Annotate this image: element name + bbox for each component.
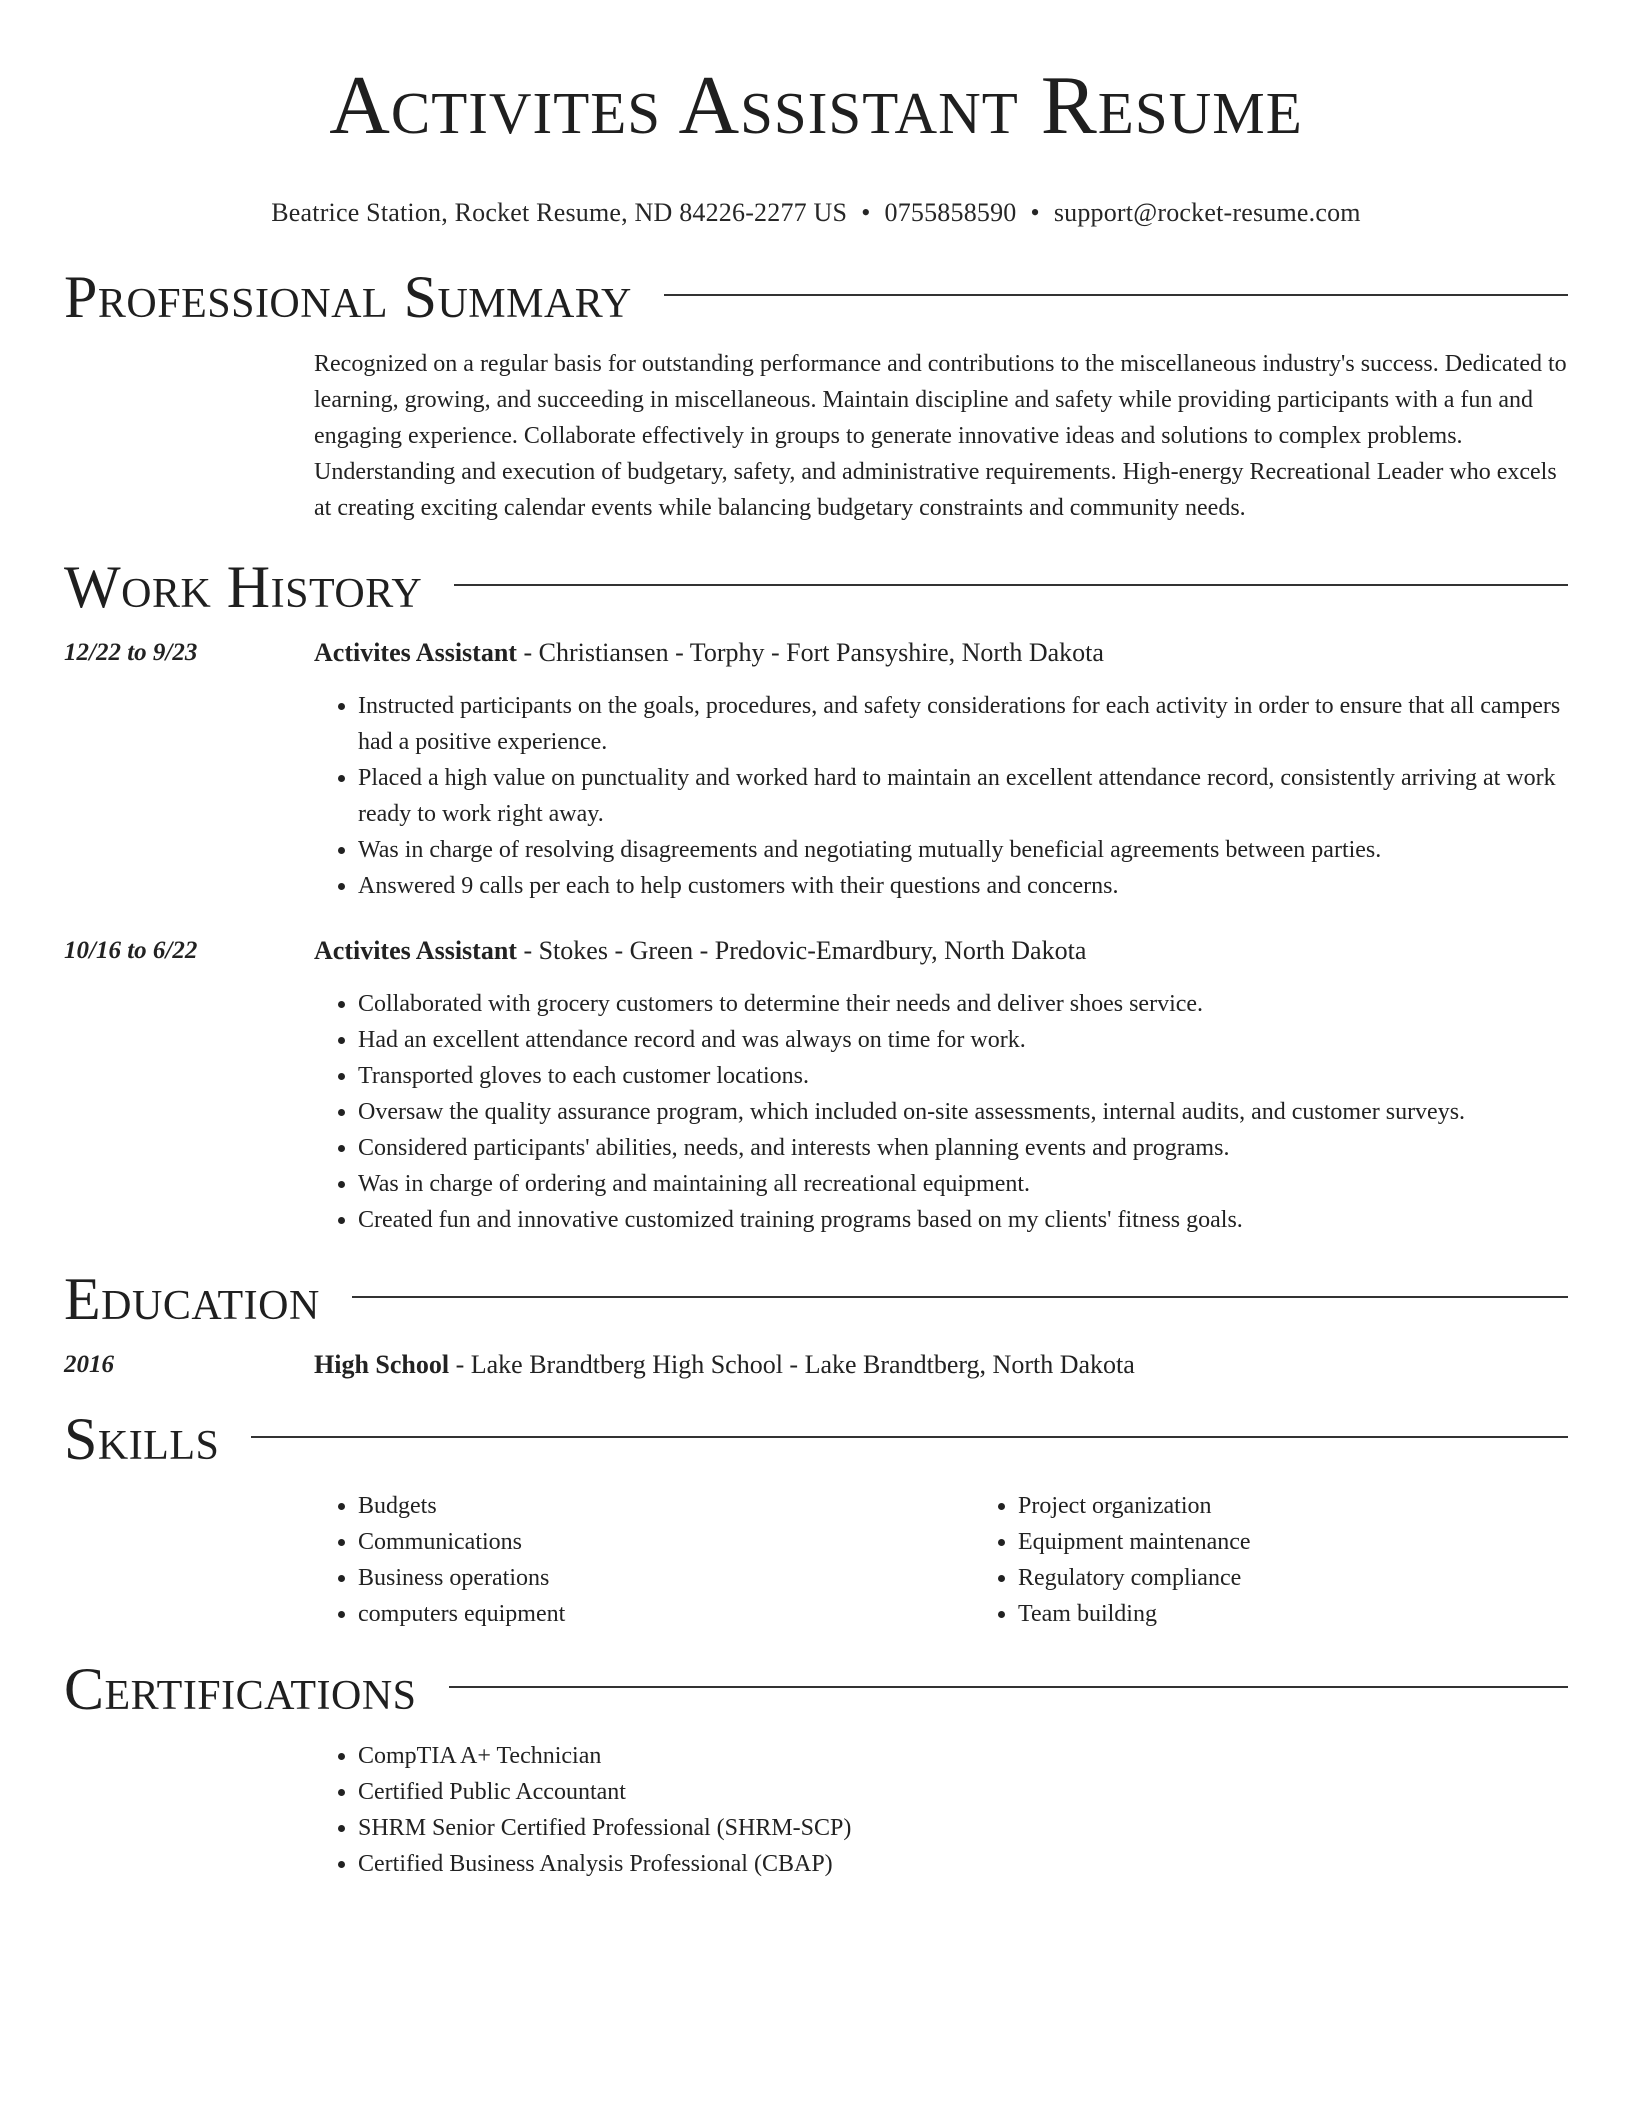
list-item: • Was in charge of resolving disagreements and negotiating mutually beneficial agreements between parties.	[358, 832, 1568, 868]
contact-address: Beatrice Station, Rocket Resume, ND 84226-2277 US	[271, 198, 848, 227]
skill-item: • Budgets	[358, 1488, 974, 1524]
list-item: • Had an excellent attendance record and was always on time for work.	[358, 1022, 1568, 1058]
certification-item: • SHRM Senior Certified Professional (SHRM-SCP)	[358, 1810, 1568, 1846]
job-heading	[314, 636, 1568, 670]
certifications-section-header	[64, 1654, 1568, 1724]
resume-title: Activites Assistant Resume	[329, 59, 1303, 152]
education-section-header	[64, 1264, 1568, 1334]
skill-item: • Team building	[1018, 1596, 1632, 1632]
section-divider	[454, 584, 1568, 586]
section-divider	[664, 294, 1568, 296]
job-content	[314, 636, 1568, 904]
section-divider	[449, 1686, 1568, 1688]
skills-columns	[314, 1488, 1632, 1632]
list-item: • Was in charge of ordering and maintaining all recreational equipment.	[358, 1166, 1568, 1202]
education-content	[314, 1348, 1568, 1382]
skills-list-left	[314, 1488, 974, 1632]
certification-item: • Certified Public Accountant	[358, 1774, 1568, 1810]
contact-line	[64, 196, 1568, 230]
job-bullets	[314, 688, 1568, 904]
skills-list-right	[974, 1488, 1632, 1632]
education-heading-line	[314, 1348, 1568, 1382]
education-degree: High School	[314, 1350, 450, 1379]
contact-email: support@rocket-resume.com	[1053, 198, 1361, 227]
job-employer: - Stokes - Green - Predovic-Emardbury, North Dakota	[516, 936, 1087, 965]
list-item: • Oversaw the quality assurance program, which included on-site assessments, internal audits, and customer surveys.	[358, 1094, 1568, 1130]
job-heading	[314, 934, 1568, 968]
skill-item: • Equipment maintenance	[1018, 1524, 1632, 1560]
job-dates: 10/16 to 6/22	[64, 937, 198, 964]
skills-row	[64, 1488, 1568, 1632]
skill-item: • Project organization	[1018, 1488, 1632, 1524]
list-item: • Instructed participants on the goals, procedures, and safety considerations for each activity in order to ensure that all campers had a positive experience.	[358, 688, 1568, 760]
certification-item: • CompTIA A+ Technician	[358, 1738, 1568, 1774]
job-title: Activites Assistant	[314, 638, 517, 667]
list-item: • Collaborated with grocery customers to determine their needs and deliver shoes service.	[358, 986, 1568, 1022]
skills-spacer	[64, 1488, 314, 1632]
education-year: 2016	[64, 1351, 114, 1378]
list-item: • Created fun and innovative customized training programs based on my clients' fitness goals.	[358, 1202, 1568, 1238]
certification-item: • Certified Business Analysis Professional (CBAP)	[358, 1846, 1568, 1882]
work-heading: Work History	[64, 554, 423, 620]
contact-phone: 0755858590	[884, 198, 1017, 227]
job-title: Activites Assistant	[314, 936, 517, 965]
work-section-header	[64, 552, 1568, 622]
certifications-row	[64, 1738, 1568, 1882]
section-divider	[352, 1296, 1568, 1298]
summary-row	[64, 346, 1568, 526]
list-item: • Placed a high value on punctuality and worked hard to maintain an excellent attendance record, consistently arriving at work ready to work right away.	[358, 760, 1568, 832]
summary-spacer	[64, 346, 314, 526]
education-school: - Lake Brandtberg High School - Lake Brandtberg, North Dakota	[449, 1350, 1135, 1379]
job-entry	[64, 934, 1568, 1238]
section-divider	[251, 1436, 1568, 1438]
summary-heading: Professional Summary	[64, 264, 632, 330]
job-content	[314, 934, 1568, 1238]
certifications-list	[314, 1738, 1568, 1882]
job-dates: 12/22 to 9/23	[64, 639, 198, 666]
certifications-heading: Certifications	[64, 1656, 417, 1722]
skill-item: • computers equipment	[358, 1596, 974, 1632]
skills-section-header	[64, 1404, 1568, 1474]
list-item: • Answered 9 calls per each to help customers with their questions and concerns.	[358, 868, 1568, 904]
skill-item: • Regulatory compliance	[1018, 1560, 1632, 1596]
job-employer: - Christiansen - Torphy - Fort Pansyshire, North Dakota	[516, 638, 1104, 667]
summary-text: Recognized on a regular basis for outstanding performance and contributions to the miscellaneous industry's success. Dedicated to learning, growing, and succeeding in miscellaneous. Maintain discipline and safety while providing participants with a fun and engaging experience. Collaborate effectively in groups to generate innovative ideas and solutions to complex problems. Understanding and execution of budgetary, safety, and administrative requirements. High-energy Recreational Leader who excels at creating exciting calendar events while balancing budgetary constraints and community needs.	[314, 351, 1567, 521]
certifications-spacer	[64, 1738, 314, 1882]
list-item: • Transported gloves to each customer locations.	[358, 1058, 1568, 1094]
list-item: • Considered participants' abilities, needs, and interests when planning events and programs.	[358, 1130, 1568, 1166]
education-entry	[64, 1348, 1568, 1382]
job-entry	[64, 636, 1568, 904]
certifications-content	[314, 1738, 1568, 1882]
education-heading: Education	[64, 1266, 320, 1332]
job-bullets	[314, 986, 1568, 1238]
summary-section-header	[64, 262, 1568, 332]
skill-item: • Communications	[358, 1524, 974, 1560]
contact-separator: •	[861, 198, 871, 227]
skills-heading: Skills	[64, 1406, 220, 1472]
contact-separator: •	[1030, 198, 1040, 227]
skill-item: • Business operations	[358, 1560, 974, 1596]
